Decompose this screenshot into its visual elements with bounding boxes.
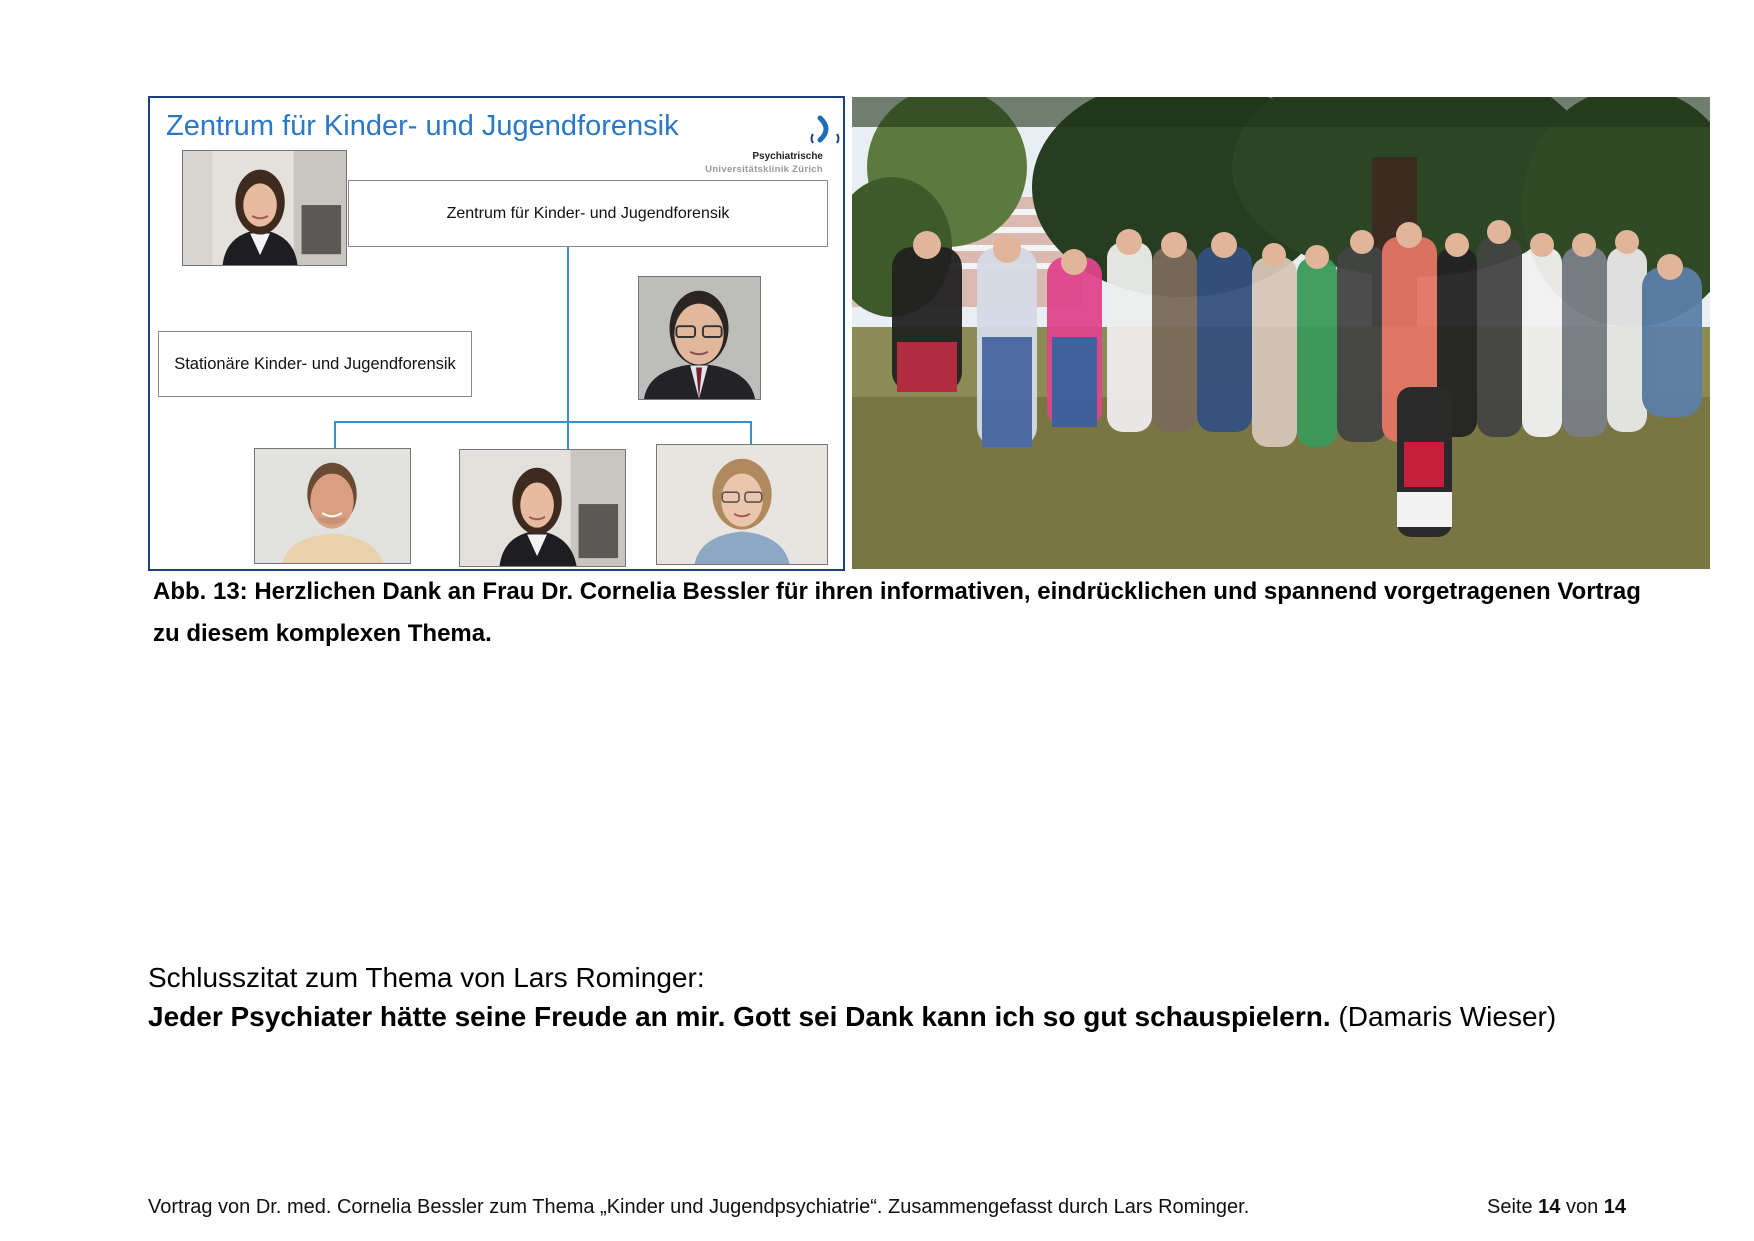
org-box-center: Zentrum für Kinder- und Jugendforensik [348, 180, 828, 247]
page-separator: von [1565, 1196, 1599, 1218]
portrait-deputy [638, 276, 761, 400]
slide-title: Zentrum für Kinder- und Jugendforensik [166, 110, 679, 142]
clinic-logo-icon [810, 112, 842, 146]
connector-drop-left [334, 421, 336, 449]
quote-line [148, 1001, 1556, 1033]
connector-trunk [567, 247, 569, 423]
portrait-team-member-2 [459, 449, 626, 567]
footer-description: Vortrag von Dr. med. Cornelia Bessler zum Thema „Kinder und Jugendpsychiatrie“. Zusammengefasst durch Lars Rominger. [148, 1196, 1250, 1218]
portrait-head-of-center [182, 150, 347, 266]
connector-drop-middle [567, 421, 569, 449]
page-number [1487, 1196, 1626, 1219]
clinic-logo-text [705, 150, 823, 176]
quote-text: Jeder Psychiater hätte seine Freude an mir. Gott sei Dank kann ich so gut schauspielern. [148, 1001, 1331, 1032]
org-chart-slide [148, 96, 845, 571]
portrait-team-member-3 [656, 444, 828, 565]
connector-horizontal [334, 421, 752, 423]
figure-caption: Abb. 13: Herzlichen Dank an Frau Dr. Cornelia Bessler für ihren informativen, eindrücklichen und spannend vorgetragenen Vortrag zu diesem komplexen Thema. [153, 578, 1641, 647]
quote-intro: Schlusszitat zum Thema von Lars Rominger: [148, 962, 705, 993]
logo-line-1: Psychiatrische [752, 151, 823, 162]
group-photo [852, 97, 1710, 569]
portrait-team-member-1 [254, 448, 411, 564]
org-box-stationary: Stationäre Kinder- und Jugendforensik [158, 331, 472, 397]
page-current: 14 [1538, 1196, 1561, 1218]
logo-line-2: Universitätsklinik Zürich [705, 164, 823, 175]
page-prefix: Seite [1487, 1196, 1533, 1218]
quote-author: (Damaris Wieser) [1338, 1001, 1557, 1032]
page-total: 14 [1603, 1196, 1627, 1218]
